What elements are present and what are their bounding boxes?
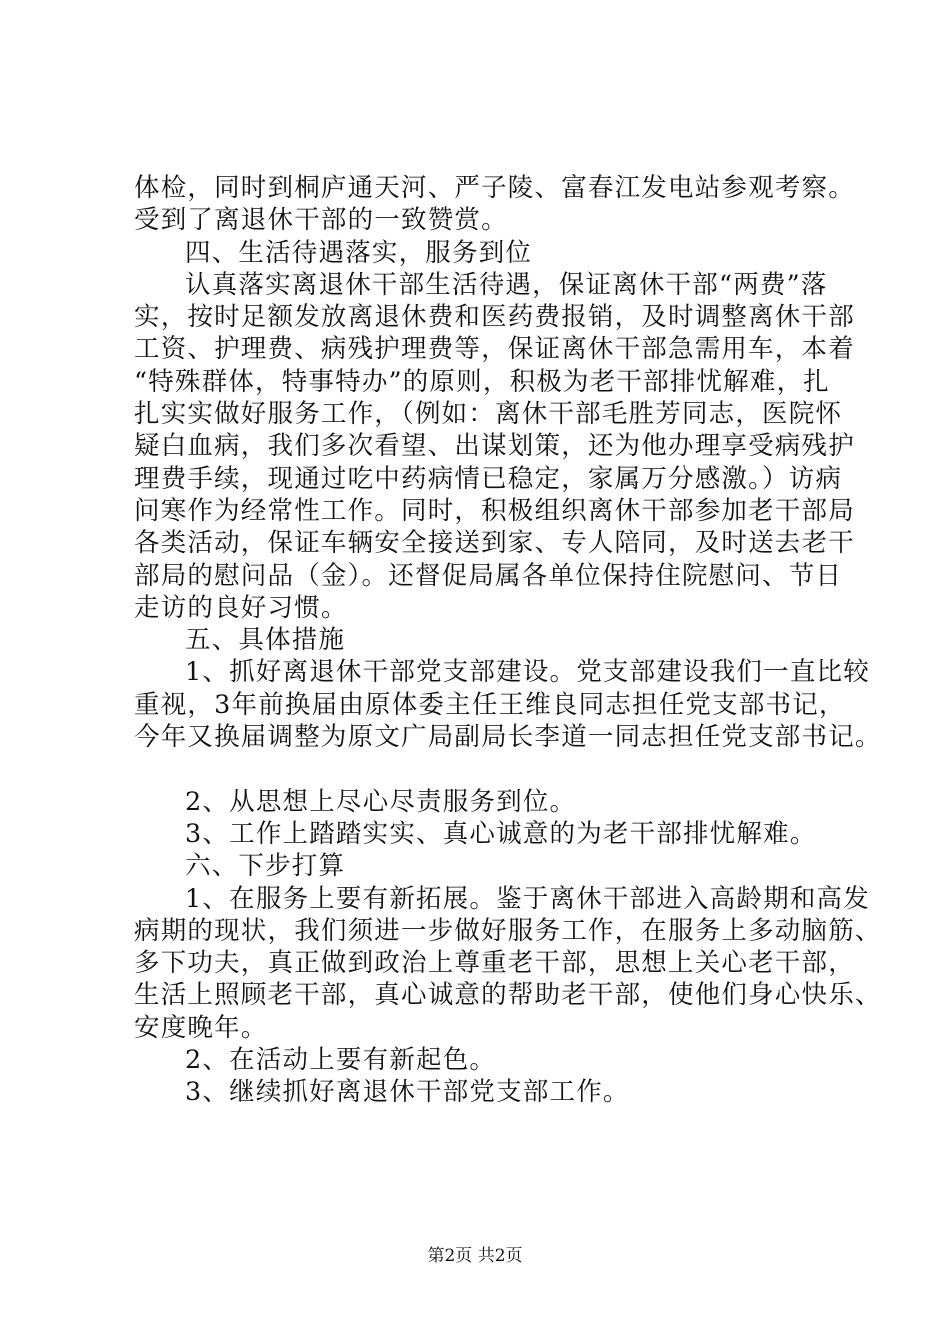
body-line: 实，按时足额发放离退休费和医药费报销，及时调整离休干部 — [134, 302, 855, 333]
page-number-label: 第2页 共2页 — [427, 1246, 523, 1266]
body-line: 1、抓好离退休干部党支部建设。党支部建设我们一直比较 — [185, 657, 870, 688]
body-line: 扎实实做好服务工作，（例如：离休干部毛胜芳同志，医院怀 — [134, 399, 843, 430]
body-line: 今年又换届调整为原文广局副局长李道一同志担任党支部书记。 — [134, 722, 882, 753]
body-line: 疑白血病，我们多次看望、出谋划策，还为他办理享受病残护 — [134, 431, 855, 462]
body-line: 重视，3年前换届由原体委主任王维良同志担任党支部书记， — [134, 689, 846, 720]
body-line: 2、从思想上尽心尽责服务到位。 — [185, 786, 577, 817]
body-line: 生活上照顾老干部，真心诚意的帮助老干部，使他们身心快乐、 — [134, 980, 882, 1011]
section-heading-5: 五、具体措施 — [185, 625, 346, 656]
body-line: 工资、护理费、病残护理费等，保证离休干部急需用车，本着 — [134, 334, 855, 365]
body-line: 3、工作上踏踏实实、真心诚意的为老干部排忧解难。 — [185, 818, 817, 849]
section-heading-6: 六、下步打算 — [185, 851, 346, 882]
body-line: 受到了离退休干部的一致赞赏。 — [134, 205, 508, 236]
body-line: 问寒作为经常性工作。同时，积极组织离休干部参加老干部局 — [134, 495, 855, 526]
body-line: “特殊群体，特事特办”的原则，积极为老干部排忧解难，扎 — [134, 366, 830, 397]
document-body — [134, 172, 882, 1109]
body-line: 各类活动，保证车辆安全接送到家、专人陪同，及时送去老干 — [134, 528, 855, 559]
body-line: 2、在活动上要有新起色。 — [185, 1045, 497, 1076]
body-line: 走访的良好习惯。 — [134, 592, 348, 623]
section-heading-4: 四、生活待遇落实，服务到位 — [185, 237, 533, 268]
body-line: 多下功夫，真正做到政治上尊重老干部，思想上关心老干部， — [134, 948, 855, 979]
body-line: 病期的现状，我们须进一步做好服务工作，在服务上多动脑筋、 — [134, 915, 882, 946]
body-line: 体检，同时到桐庐通天河、严子陵、富春江发电站参观考察。 — [134, 173, 855, 203]
body-line: 理费手续，现通过吃中药病情已稳定，家属万分感激。）访病 — [134, 463, 843, 494]
body-line: 认真落实离退休干部生活待遇，保证离休干部“两费”落 — [185, 269, 828, 300]
body-line: 1、在服务上要有新拓展。鉴于离休干部进入高龄期和高发 — [185, 883, 870, 914]
body-line: 部局的慰问品（金）。还督促局属各单位保持住院慰问、节日 — [134, 560, 843, 591]
page-footer — [0, 1244, 950, 1268]
body-line: 3、继续抓好离退休干部党支部工作。 — [185, 1077, 630, 1108]
blank-line — [134, 753, 834, 785]
body-line: 安度晚年。 — [134, 1012, 268, 1043]
